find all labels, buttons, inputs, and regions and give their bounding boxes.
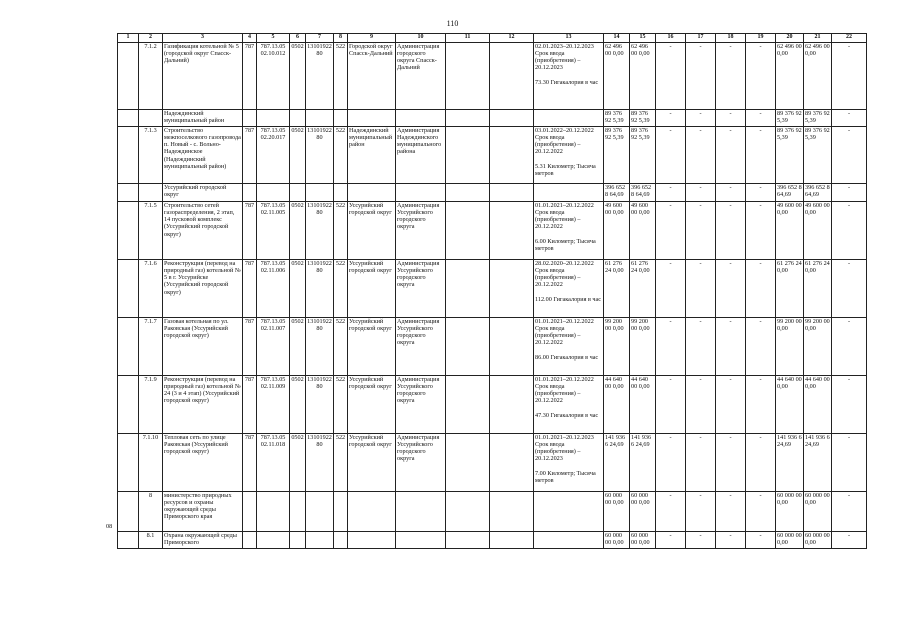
table-cell: - — [716, 376, 746, 434]
table-cell — [306, 492, 334, 532]
table-row — [118, 202, 867, 260]
table-cell — [306, 184, 334, 202]
table-cell — [257, 184, 290, 202]
table-cell: 60 000 00 0,00 — [776, 532, 804, 549]
table-cell: 60 000 00 0,00 — [604, 532, 630, 549]
table-cell — [306, 532, 334, 549]
table-cell: - — [832, 184, 867, 202]
table-cell: 787.13.05 02.11.006 — [257, 260, 290, 318]
table-cell: 13101922 80 — [306, 43, 334, 110]
table-cell: Уссурийский городской округ — [348, 376, 396, 434]
table-cell: 787 — [243, 260, 257, 318]
table-cell: 787 — [243, 434, 257, 492]
table-cell: Уссурийский городской округ — [348, 434, 396, 492]
table-cell: - — [716, 260, 746, 318]
table-cell — [243, 532, 257, 549]
table-cell — [396, 184, 446, 202]
table-cell: 522 — [334, 260, 348, 318]
table-cell: 89 376 92 5,39 — [604, 110, 630, 127]
table-cell: - — [656, 184, 686, 202]
table-cell — [534, 492, 604, 532]
table-cell: 8.1 — [139, 532, 163, 549]
table-cell: - — [716, 184, 746, 202]
table-cell: Уссурийский городской округ — [348, 202, 396, 260]
table-cell: - — [832, 492, 867, 532]
table-row — [118, 184, 867, 202]
table-cell — [118, 110, 139, 127]
table-cell: Охрана окружающей среды Приморского — [163, 532, 243, 549]
table-cell: 787 — [243, 202, 257, 260]
table-cell: 787.13.05 02.20.017 — [257, 127, 290, 184]
table-cell — [118, 202, 139, 260]
table-cell: - — [716, 43, 746, 110]
table-cell: 60 000 00 0,00 — [604, 492, 630, 532]
table-cell: - — [746, 434, 776, 492]
table-cell — [290, 492, 306, 532]
table-cell: 141 936 6 24,69 — [776, 434, 804, 492]
table-cell — [306, 110, 334, 127]
table-cell: - — [656, 492, 686, 532]
table-cell: 89 376 92 5,39 — [630, 127, 656, 184]
table-cell: 62 496 00 0,00 — [804, 43, 832, 110]
column-header: 13 — [534, 34, 604, 43]
table-cell: - — [656, 202, 686, 260]
table-cell: Газовая котельная по ул. Раковская (Уссурийский городской округ) — [163, 318, 243, 376]
table-cell — [243, 492, 257, 532]
table-row — [118, 492, 867, 532]
table-cell: - — [746, 202, 776, 260]
table-cell: Надеждинский муниципальный район — [163, 110, 243, 127]
table-row — [118, 532, 867, 549]
table-cell: министерство природных ресурсов и охраны окружающей среды Приморского края — [163, 492, 243, 532]
table-cell: 787.13.05 02.10.012 — [257, 43, 290, 110]
table-cell — [257, 492, 290, 532]
table-cell: 49 600 00 0,00 — [630, 202, 656, 260]
table-cell: Уссурийский городской округ — [163, 184, 243, 202]
table-cell — [348, 532, 396, 549]
table-cell: - — [746, 532, 776, 549]
table-cell — [446, 376, 490, 434]
table-cell: Реконструкция (перевод на природный газ) котельной № 24 (3 и 4 этап) (Уссурийский городской округ) — [163, 376, 243, 434]
table-cell: 0502 — [290, 260, 306, 318]
table-cell: 141 936 6 24,69 — [804, 434, 832, 492]
table-cell: 01.01.2021–20.12.2023 Срок ввода (приобретения) – 20.12.2023 7.00 Километр; Тысяча метров — [534, 434, 604, 492]
table-cell: - — [656, 532, 686, 549]
table-cell: 60 000 00 0,00 — [804, 492, 832, 532]
table-cell: 62 496 00 0,00 — [630, 43, 656, 110]
table-cell: - — [686, 532, 716, 549]
table-row — [118, 434, 867, 492]
table-cell: - — [716, 532, 746, 549]
table-cell: - — [746, 376, 776, 434]
table-cell: 396 652 8 64,69 — [776, 184, 804, 202]
column-header: 20 — [776, 34, 804, 43]
table-cell: - — [832, 434, 867, 492]
table-cell: - — [686, 202, 716, 260]
table-cell — [446, 184, 490, 202]
table-cell: 7.1.5 — [139, 202, 163, 260]
table-cell: 60 000 00 0,00 — [630, 532, 656, 549]
table-cell: Администрация Уссурийского городского округа — [396, 202, 446, 260]
table-cell: 7.1.10 — [139, 434, 163, 492]
table-cell: 61 276 24 0,00 — [630, 260, 656, 318]
table-cell: - — [656, 434, 686, 492]
column-header: 1 — [118, 34, 139, 43]
table-cell — [118, 318, 139, 376]
column-header: 5 — [257, 34, 290, 43]
table-cell: - — [686, 43, 716, 110]
table-cell — [490, 184, 534, 202]
column-header: 2 — [139, 34, 163, 43]
column-header: 15 — [630, 34, 656, 43]
table-cell: Администрация городского округа Спасск-Дальний — [396, 43, 446, 110]
table-cell: 7.1.7 — [139, 318, 163, 376]
table-cell: - — [746, 492, 776, 532]
table-cell: 0502 — [290, 43, 306, 110]
table-cell: - — [686, 127, 716, 184]
column-header: 11 — [446, 34, 490, 43]
table-cell: 0502 — [290, 127, 306, 184]
table-cell: 44 640 00 0,00 — [604, 376, 630, 434]
table-cell: - — [686, 184, 716, 202]
table-cell: - — [716, 110, 746, 127]
table-cell — [446, 434, 490, 492]
table-cell: - — [746, 110, 776, 127]
column-header: 14 — [604, 34, 630, 43]
table-cell: - — [832, 202, 867, 260]
column-header: 17 — [686, 34, 716, 43]
table-cell: Администрация Уссурийского городского округа — [396, 376, 446, 434]
table-cell: Администрация Надеждинского муниципального района — [396, 127, 446, 184]
table-cell — [490, 434, 534, 492]
table-cell: Уссурийский городской округ — [348, 260, 396, 318]
column-header: 7 — [306, 34, 334, 43]
table-cell: 01.01.2021–20.12.2022 Срок ввода (приобретения) – 20.12.2022 6.00 Километр; Тысяча метров — [534, 202, 604, 260]
table-cell — [334, 110, 348, 127]
table-cell: 7.1.3 — [139, 127, 163, 184]
table-cell: - — [686, 260, 716, 318]
table-cell: 787.13.05 02.11.007 — [257, 318, 290, 376]
column-header: 3 — [163, 34, 243, 43]
table-cell: Тепловая сеть по улице Раковская (Уссурийский городской округ) — [163, 434, 243, 492]
table-cell: 522 — [334, 434, 348, 492]
table-cell — [334, 492, 348, 532]
budget-table — [117, 33, 867, 549]
table-cell: - — [746, 127, 776, 184]
table-cell — [334, 532, 348, 549]
table-cell — [396, 492, 446, 532]
column-header: 12 — [490, 34, 534, 43]
table-cell: - — [746, 43, 776, 110]
table-cell: - — [746, 260, 776, 318]
table-cell: 01.01.2021–20.12.2022 Срок ввода (приобретения) – 20.12.2022 86.00 Гигакалория в час — [534, 318, 604, 376]
column-header: 18 — [716, 34, 746, 43]
table-cell: 03.01.2022–20.12.2022 Срок ввода (приобретения) – 20.12.2022 5.31 Километр; Тысяча метров — [534, 127, 604, 184]
table-cell: Уссурийский городской округ — [348, 318, 396, 376]
table-cell: 44 640 00 0,00 — [804, 376, 832, 434]
table-cell: 396 652 8 64,69 — [630, 184, 656, 202]
table-cell: - — [716, 434, 746, 492]
table-cell: 60 000 00 0,00 — [630, 492, 656, 532]
table-cell — [490, 318, 534, 376]
column-header: 21 — [804, 34, 832, 43]
table-row — [118, 110, 867, 127]
table-cell — [490, 492, 534, 532]
table-cell: 396 652 8 64,69 — [604, 184, 630, 202]
table-cell: 7.1.2 — [139, 43, 163, 110]
table-cell: 13101922 80 — [306, 376, 334, 434]
table-cell — [490, 43, 534, 110]
table-cell: 787.13.05 02.11.005 — [257, 202, 290, 260]
table-cell: 787 — [243, 127, 257, 184]
table-cell: - — [716, 318, 746, 376]
table-cell: 8 — [139, 492, 163, 532]
table-cell — [396, 110, 446, 127]
table-cell: - — [832, 532, 867, 549]
table-cell: 396 652 8 64,69 — [804, 184, 832, 202]
table-row — [118, 260, 867, 318]
table-cell: 60 000 00 0,00 — [804, 532, 832, 549]
table-cell: 0502 — [290, 202, 306, 260]
table-cell: 787.13.05 02.11.009 — [257, 376, 290, 434]
table-cell: 0502 — [290, 318, 306, 376]
table-cell: - — [716, 202, 746, 260]
table-cell — [446, 127, 490, 184]
column-header: 4 — [243, 34, 257, 43]
table-cell: 49 600 00 0,00 — [604, 202, 630, 260]
table-cell: - — [686, 318, 716, 376]
table-cell: - — [832, 318, 867, 376]
table-cell — [446, 43, 490, 110]
column-header: 8 — [334, 34, 348, 43]
table-cell — [118, 434, 139, 492]
table-cell — [290, 184, 306, 202]
table-cell: Надеждинский муниципальный район — [348, 127, 396, 184]
column-header: 19 — [746, 34, 776, 43]
table-cell: - — [832, 376, 867, 434]
table-cell: Администрация Уссурийского городского округа — [396, 434, 446, 492]
table-cell: 0502 — [290, 376, 306, 434]
table-cell: 60 000 00 0,00 — [776, 492, 804, 532]
table-cell — [118, 184, 139, 202]
table-cell: - — [686, 492, 716, 532]
table-cell — [139, 184, 163, 202]
table-cell — [118, 492, 139, 532]
outside-code: 08 — [106, 523, 113, 530]
table-cell: Администрация Уссурийского городского округа — [396, 318, 446, 376]
table-cell — [534, 532, 604, 549]
column-header: 6 — [290, 34, 306, 43]
table-cell: 787 — [243, 376, 257, 434]
table-cell: - — [656, 110, 686, 127]
table-cell — [257, 110, 290, 127]
table-cell: 89 376 92 5,39 — [630, 110, 656, 127]
table-cell: 13101922 80 — [306, 202, 334, 260]
table-cell — [334, 184, 348, 202]
table-cell: 99 200 00 0,00 — [630, 318, 656, 376]
table-cell: 7.1.9 — [139, 376, 163, 434]
table-cell: 13101922 80 — [306, 127, 334, 184]
table-cell: 89 376 92 5,39 — [804, 127, 832, 184]
table-cell: - — [746, 318, 776, 376]
table-row — [118, 376, 867, 434]
table-cell — [290, 532, 306, 549]
table-cell: 89 376 92 5,39 — [604, 127, 630, 184]
table-cell — [490, 532, 534, 549]
table-cell: 99 200 00 0,00 — [604, 318, 630, 376]
table-cell — [348, 184, 396, 202]
table-cell: Строительство межпоселкового газопровода п. Новый - с. Вольно-Надеждинское (Надеждинский муниципальный район) — [163, 127, 243, 184]
table-cell: - — [656, 376, 686, 434]
table-cell: 89 376 92 5,39 — [776, 110, 804, 127]
table-cell: 787 — [243, 43, 257, 110]
table-cell — [257, 532, 290, 549]
table-cell: 787 — [243, 318, 257, 376]
table-cell: 49 600 00 0,00 — [804, 202, 832, 260]
table-cell — [118, 260, 139, 318]
table-cell — [139, 110, 163, 127]
table-cell: 0502 — [290, 434, 306, 492]
table-cell: 13101922 80 — [306, 260, 334, 318]
table-cell — [534, 110, 604, 127]
table-cell: - — [716, 492, 746, 532]
table-cell: - — [832, 43, 867, 110]
table-cell: - — [686, 376, 716, 434]
table-row — [118, 318, 867, 376]
table-cell: 01.01.2021–20.12.2022 Срок ввода (приобретения) – 20.12.2022 47.30 Гигакалория в час — [534, 376, 604, 434]
table-row — [118, 43, 867, 110]
table-cell: 61 276 24 0,00 — [804, 260, 832, 318]
table-cell: 89 376 92 5,39 — [804, 110, 832, 127]
column-header: 22 — [832, 34, 867, 43]
table-cell: 89 376 92 5,39 — [776, 127, 804, 184]
table-cell: Городской округ Спасск-Дальний — [348, 43, 396, 110]
table-cell: - — [656, 260, 686, 318]
table-cell — [446, 532, 490, 549]
table-cell: 99 200 00 0,00 — [804, 318, 832, 376]
table-row — [118, 127, 867, 184]
table-cell — [490, 127, 534, 184]
table-cell — [490, 110, 534, 127]
column-header: 10 — [396, 34, 446, 43]
table-cell: 44 640 00 0,00 — [630, 376, 656, 434]
page-number: 110 — [446, 19, 459, 28]
column-header: 9 — [348, 34, 396, 43]
table-cell: 787.13.05 02.11.018 — [257, 434, 290, 492]
table-cell — [348, 110, 396, 127]
table-cell — [446, 202, 490, 260]
table-cell: 13101922 80 — [306, 434, 334, 492]
table-cell — [446, 492, 490, 532]
table-cell — [490, 376, 534, 434]
table-cell — [118, 532, 139, 549]
table-cell: 61 276 24 0,00 — [604, 260, 630, 318]
table-cell: - — [746, 184, 776, 202]
table-cell: 62 496 00 0,00 — [776, 43, 804, 110]
table-cell: 49 600 00 0,00 — [776, 202, 804, 260]
table-cell: 522 — [334, 376, 348, 434]
table-cell: Реконструкция (перевод на природный газ) котельной № 5 в г. Уссурийске (Уссурийский городской округ) — [163, 260, 243, 318]
table-cell: - — [832, 110, 867, 127]
table-cell — [396, 532, 446, 549]
table-cell: 141 936 6 24,69 — [604, 434, 630, 492]
table-cell: 522 — [334, 127, 348, 184]
table-cell: Администрация Уссурийского городского округа — [396, 260, 446, 318]
table-cell — [348, 492, 396, 532]
table-cell: 7.1.6 — [139, 260, 163, 318]
table-cell: Газификация котельной № 5 (городской округ Спасск-Дальний) — [163, 43, 243, 110]
table-cell: - — [832, 127, 867, 184]
table-cell — [243, 184, 257, 202]
table-cell: - — [656, 318, 686, 376]
table-cell: 02.01.2023–20.12.2023 Срок ввода (приобретения) – 20.12.2023 73.30 Гигакалория в час — [534, 43, 604, 110]
table-cell: 13101922 80 — [306, 318, 334, 376]
table-cell — [118, 376, 139, 434]
column-header: 16 — [656, 34, 686, 43]
table-cell: 99 200 00 0,00 — [776, 318, 804, 376]
table-cell — [118, 127, 139, 184]
table-cell: 44 640 00 0,00 — [776, 376, 804, 434]
table-cell: 62 496 00 0,00 — [604, 43, 630, 110]
table-cell: - — [686, 434, 716, 492]
table-cell: 522 — [334, 202, 348, 260]
table-cell: - — [656, 43, 686, 110]
table-cell: 28.02.2020–20.12.2022 Срок ввода (приобретения) – 20.12.2022 112.00 Гигакалория в час — [534, 260, 604, 318]
table-cell: - — [686, 110, 716, 127]
table-cell — [446, 110, 490, 127]
table-cell: 61 276 24 0,00 — [776, 260, 804, 318]
table-cell — [118, 43, 139, 110]
header-row — [118, 34, 867, 43]
table-cell — [490, 202, 534, 260]
table-cell — [446, 318, 490, 376]
table-cell: - — [832, 260, 867, 318]
table-cell — [243, 110, 257, 127]
table-cell — [534, 184, 604, 202]
table-cell: Строительство сетей газораспределения, 2 этап, 14 пусковой комплекс (Уссурийский городской округ) — [163, 202, 243, 260]
table-cell: 141 936 6 24,69 — [630, 434, 656, 492]
table-cell: 522 — [334, 43, 348, 110]
table-cell — [446, 260, 490, 318]
table-cell — [490, 260, 534, 318]
table-cell: 522 — [334, 318, 348, 376]
table-cell: - — [656, 127, 686, 184]
table-cell — [290, 110, 306, 127]
table-cell: - — [716, 127, 746, 184]
